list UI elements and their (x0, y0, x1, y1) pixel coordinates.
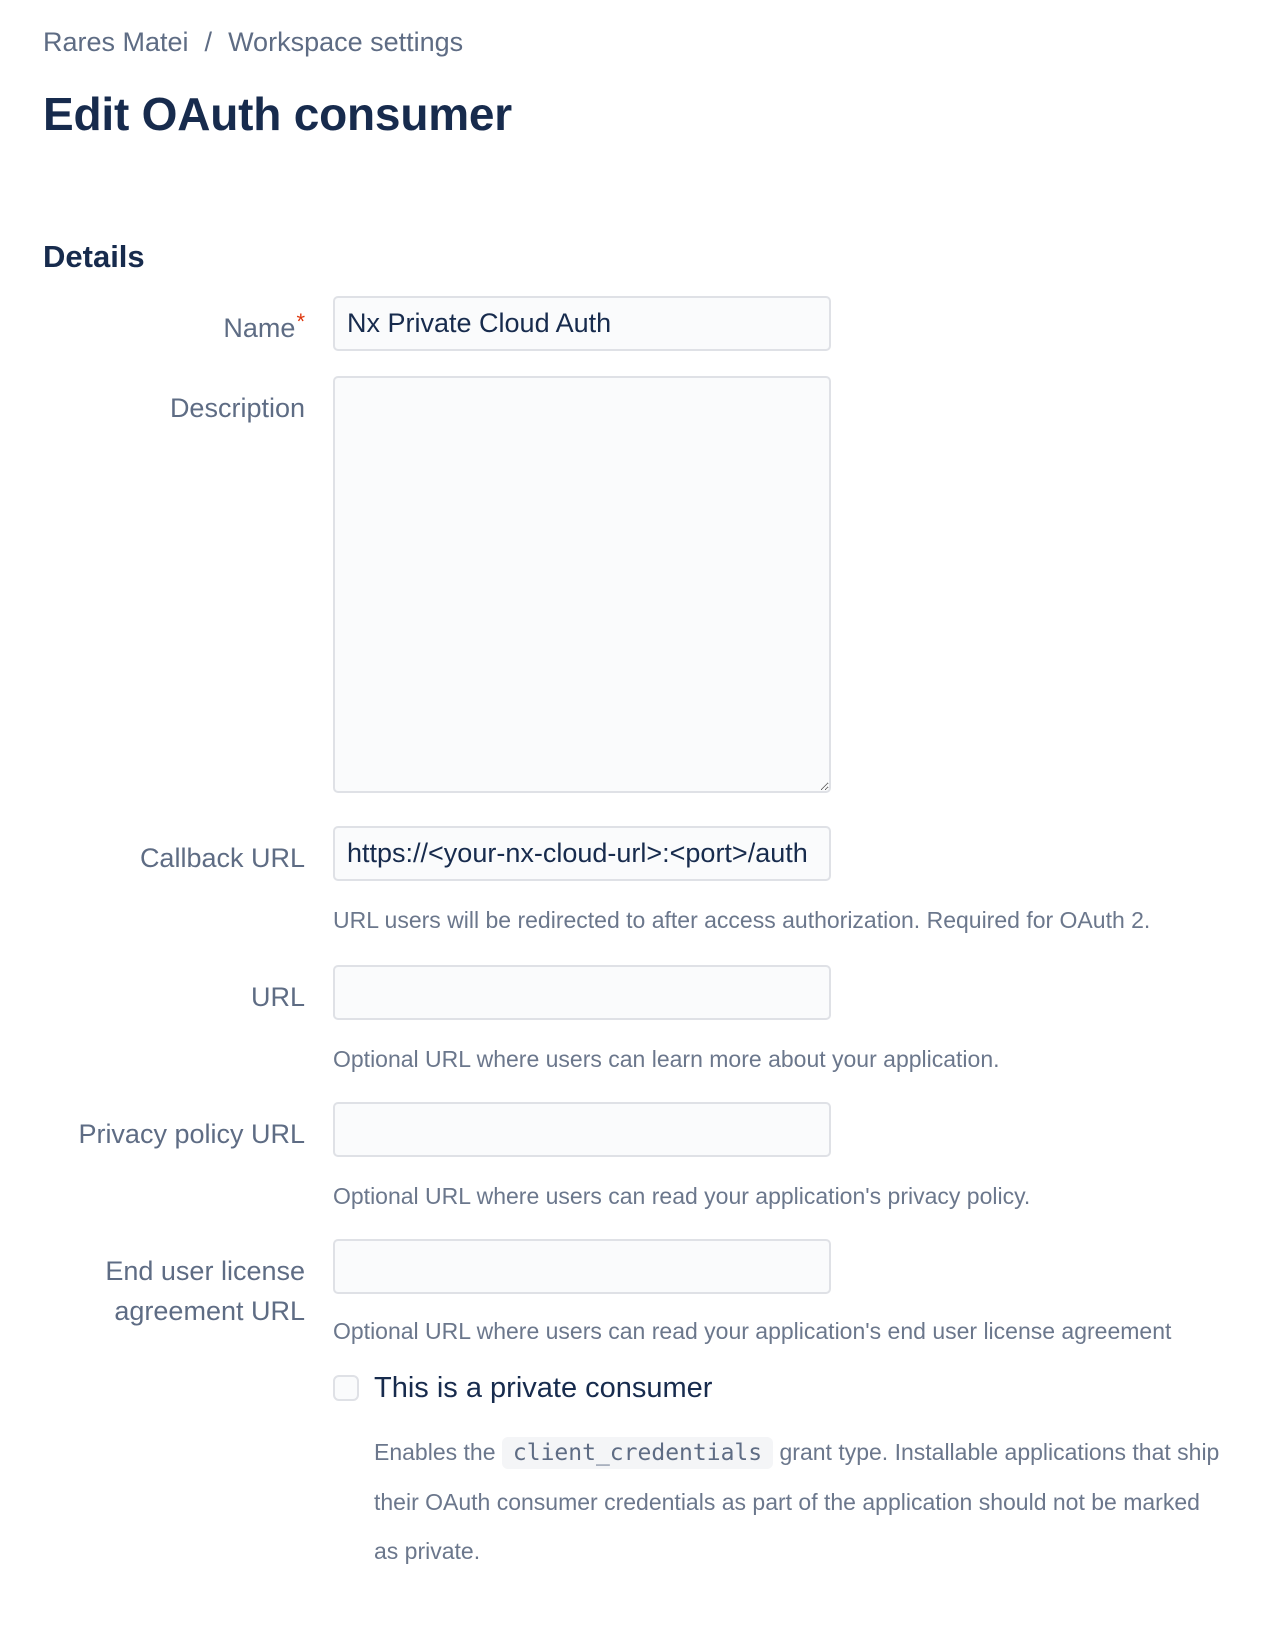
callback-url-field-row (43, 826, 1238, 935)
callback-url-label: Callback URL (139, 843, 305, 873)
url-input[interactable] (333, 965, 831, 1020)
private-consumer-row (333, 1370, 1238, 1406)
eula-url-field-row (43, 1239, 1238, 1346)
privacy-policy-url-field-row (43, 1102, 1238, 1211)
eula-url-input[interactable] (333, 1239, 831, 1294)
private-consumer-help-suffix: grant type. Installable applications that ship their OAuth consumer credentials as part of the application should not be marked as private. (374, 1439, 1220, 1564)
private-consumer-help-prefix: Enables the (374, 1439, 502, 1465)
name-input[interactable] (333, 296, 831, 351)
description-textarea[interactable] (333, 376, 831, 793)
callback-url-input[interactable] (333, 826, 831, 881)
breadcrumb-separator: / (204, 27, 213, 57)
breadcrumb (43, 27, 1238, 58)
name-field-row (43, 296, 1238, 351)
privacy-policy-url-input[interactable] (333, 1102, 831, 1157)
url-field-row (43, 965, 1238, 1074)
private-consumer-label[interactable]: This is a private consumer (374, 1372, 713, 1404)
page-title: Edit OAuth consumer (43, 88, 513, 140)
description-label: Description (169, 393, 305, 423)
client-credentials-code-chip: client_credentials (502, 1437, 773, 1469)
privacy-policy-url-label: Privacy policy URL (78, 1119, 305, 1149)
private-consumer-checkbox[interactable] (333, 1375, 359, 1401)
callback-url-help-text: URL users will be redirected to after access authorization. Required for OAuth 2. (333, 907, 1151, 933)
breadcrumb-workspace-link[interactable]: Rares Matei (43, 27, 189, 57)
eula-url-label: End user license agreement URL (105, 1256, 305, 1326)
description-field-row (43, 376, 1238, 793)
privacy-policy-url-help-text: Optional URL where users can read your application's privacy policy. (333, 1183, 1031, 1209)
breadcrumb-workspace-settings-link[interactable]: Workspace settings (228, 27, 464, 57)
url-help-text: Optional URL where users can learn more about your application. (333, 1046, 1000, 1072)
details-section-heading: Details (43, 239, 145, 274)
url-label: URL (250, 982, 305, 1012)
name-label-text: Name (223, 313, 296, 343)
required-asterisk: * (296, 309, 305, 334)
eula-url-help-text: Optional URL where users can read your application's end user license agreement (333, 1318, 1172, 1344)
name-label (43, 296, 305, 350)
